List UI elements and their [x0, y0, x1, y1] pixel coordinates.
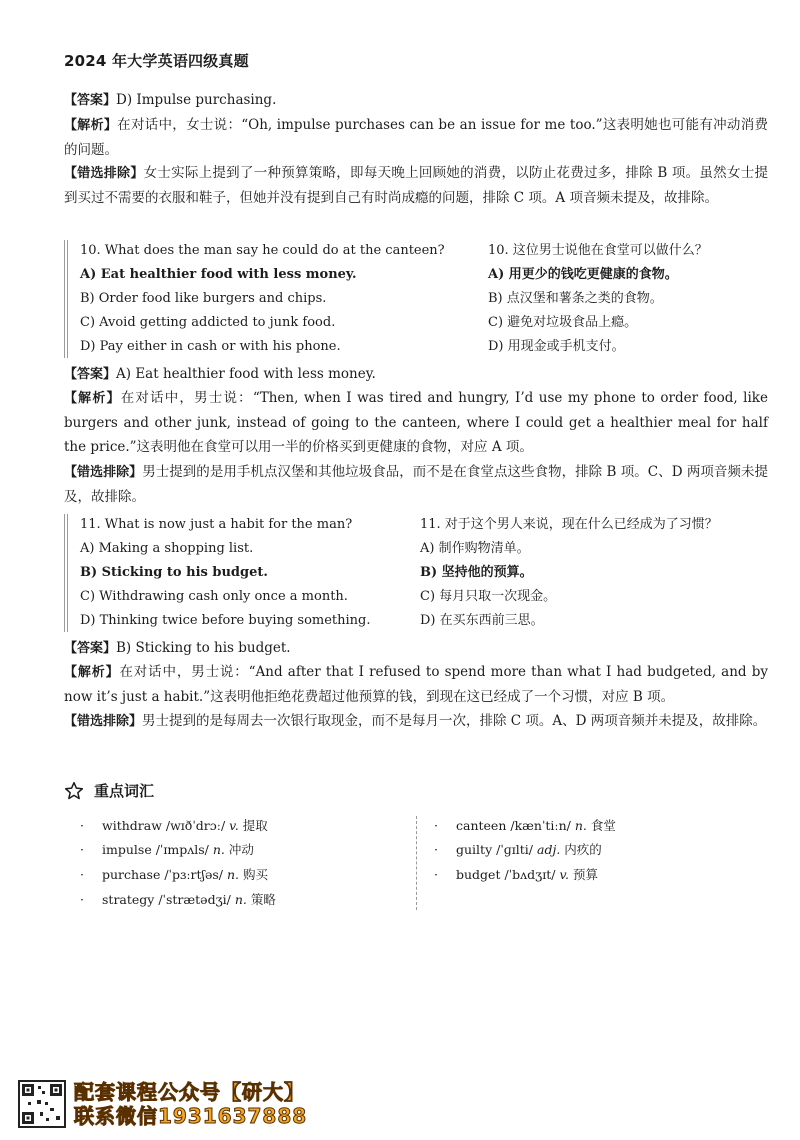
footer-promo — [18, 1080, 307, 1128]
elimination-text: 男士提到的是用手机点汉堡和其他垃圾食品，而不是在食堂点这些食物，排除 B 项。C、D 两项音频未提及，故排除。 — [64, 464, 768, 505]
q10-elimination — [64, 460, 768, 509]
q11-option-a-zh: A) 制作购物清单。 — [420, 541, 530, 556]
answer-text: B) Sticking to his budget. — [116, 640, 291, 656]
q11-elimination — [64, 709, 768, 734]
elimination-text: 女士实际上提到了一种预算策略，即每天晚上回顾她的消费，以防止花费过多，排除 B 项。虽然女士提到买过不需要的衣服和鞋子，但她并没有提到自己有时尚成瘾的问题，排除 C 项。A 项音频未提及，故排除。 — [64, 165, 768, 206]
page-header: 2024 年大学英语四级真题 — [64, 52, 249, 70]
q11-option-d-zh: D) 在买东西前三思。 — [420, 613, 544, 628]
q11-block — [64, 514, 772, 632]
elimination-tag: 【错选排除】 — [64, 465, 143, 480]
q10-option-c-zh: C) 避免对垃圾食品上瘾。 — [488, 315, 638, 330]
q11-question-zh: 11. 对于这个男人来说，现在什么已经成为了习惯？ — [420, 517, 718, 532]
promo-line-1: 配套课程公众号【研大】 — [74, 1080, 305, 1104]
q11-option-c-zh: C) 每月只取一次现金。 — [420, 589, 557, 604]
q11-option-a-en: A) Making a shopping list. — [80, 541, 254, 556]
q10-option-d-en: D) Pay either in cash or with his phone. — [80, 339, 341, 354]
vocab-title-text: 重点词汇 — [94, 782, 155, 800]
q10-answer — [64, 362, 768, 387]
vocab-item: · purchase /ˈpɜːrtʃəs/ n. 购买 — [80, 867, 268, 882]
vocab-title — [64, 780, 154, 801]
q10-option-a-zh: A) 用更少的钱吃更健康的食物。 — [488, 267, 678, 282]
analysis-text: 在对话中，男士说：“And after that I refused to spend more than what I had budgeted, and by now it’s just a habit.”这表明他拒绝花费超过他预算的钱，到现在这已经成了一个习惯，对应 B 项。 — [64, 664, 768, 705]
q10-option-c-en: C) Avoid getting addicted to junk food. — [80, 315, 336, 330]
q11-option-b-en: B) Sticking to his budget. — [80, 565, 268, 580]
answer-tag: 【答案】 — [64, 93, 117, 108]
elimination-tag: 【错选排除】 — [64, 166, 144, 181]
vocab-item: · canteen /kænˈtiːn/ n. 食堂 — [434, 818, 616, 833]
analysis-tag: 【解析】 — [64, 665, 120, 680]
star-icon — [64, 781, 84, 801]
analysis-text: 在对话中，女士说：“Oh, impulse purchases can be an issue for me too.”这表明她也可能有冲动消费的问题。 — [64, 117, 768, 158]
answer-tag: 【答案】 — [64, 367, 117, 382]
q10-option-b-zh: B) 点汉堡和薯条之类的食物。 — [488, 291, 663, 306]
vocab-item: · guilty /ˈɡɪlti/ adj. 内疚的 — [434, 842, 602, 857]
q11-question-en: 11. What is now just a habit for the man? — [80, 517, 353, 532]
vocab-item: · withdraw /wɪðˈdrɔː/ v. 提取 — [80, 818, 268, 833]
answer-text: A) Eat healthier food with less money. — [116, 366, 376, 382]
q10-block — [64, 240, 772, 358]
vocab-item: · impulse /ˈɪmpʌls/ n. 冲动 — [80, 842, 254, 857]
q11-analysis — [64, 660, 768, 709]
analysis-text: 在对话中，男士说：“Then, when I was tired and hungry, I’d use my phone to order food, like burgers and other junk, instead of going to the canteen, where I could get a healthier meal for half the price.”这表明他在食堂可以用一半的价格买到更健康的食物，对应 A 项。 — [64, 390, 768, 455]
elimination-text: 男士提到的是每周去一次银行取现金，而不是每月一次，排除 C 项。A、D 两项音频并未提及，故排除。 — [142, 713, 767, 729]
q11-answer — [64, 636, 768, 661]
answer-tag: 【答案】 — [64, 641, 117, 656]
q11-option-c-en: C) Withdrawing cash only once a month. — [80, 589, 348, 604]
q10-question-zh: 10. 这位男士说他在食堂可以做什么？ — [488, 243, 708, 258]
q10-option-d-zh: D) 用现金或手机支付。 — [488, 339, 625, 354]
q10-question-en: 10. What does the man say he could do at the canteen? — [80, 243, 445, 258]
answer-text: D) Impulse purchasing. — [116, 92, 277, 108]
vocab-divider — [416, 816, 417, 910]
q9-answer — [64, 88, 768, 113]
vocab-item: · budget /ˈbʌdʒɪt/ v. 预算 — [434, 867, 599, 882]
q11-option-b-zh: B) 坚持他的预算。 — [420, 565, 533, 580]
qr-code-icon — [18, 1080, 66, 1128]
promo-text — [74, 1080, 307, 1128]
q10-option-a-en: A) Eat healthier food with less money. — [80, 267, 357, 282]
elimination-tag: 【错选排除】 — [64, 714, 143, 729]
q10-analysis — [64, 386, 768, 459]
q10-option-b-en: B) Order food like burgers and chips. — [80, 291, 327, 306]
analysis-tag: 【解析】 — [64, 118, 118, 133]
q11-option-d-en: D) Thinking twice before buying something. — [80, 613, 371, 628]
vocab-item: · strategy /ˈstrætədʒi/ n. 策略 — [80, 892, 276, 907]
analysis-tag: 【解析】 — [64, 391, 121, 406]
q9-analysis — [64, 113, 768, 162]
promo-line-2: 联系微信1931637888 — [74, 1104, 308, 1128]
q9-elimination — [64, 161, 768, 210]
